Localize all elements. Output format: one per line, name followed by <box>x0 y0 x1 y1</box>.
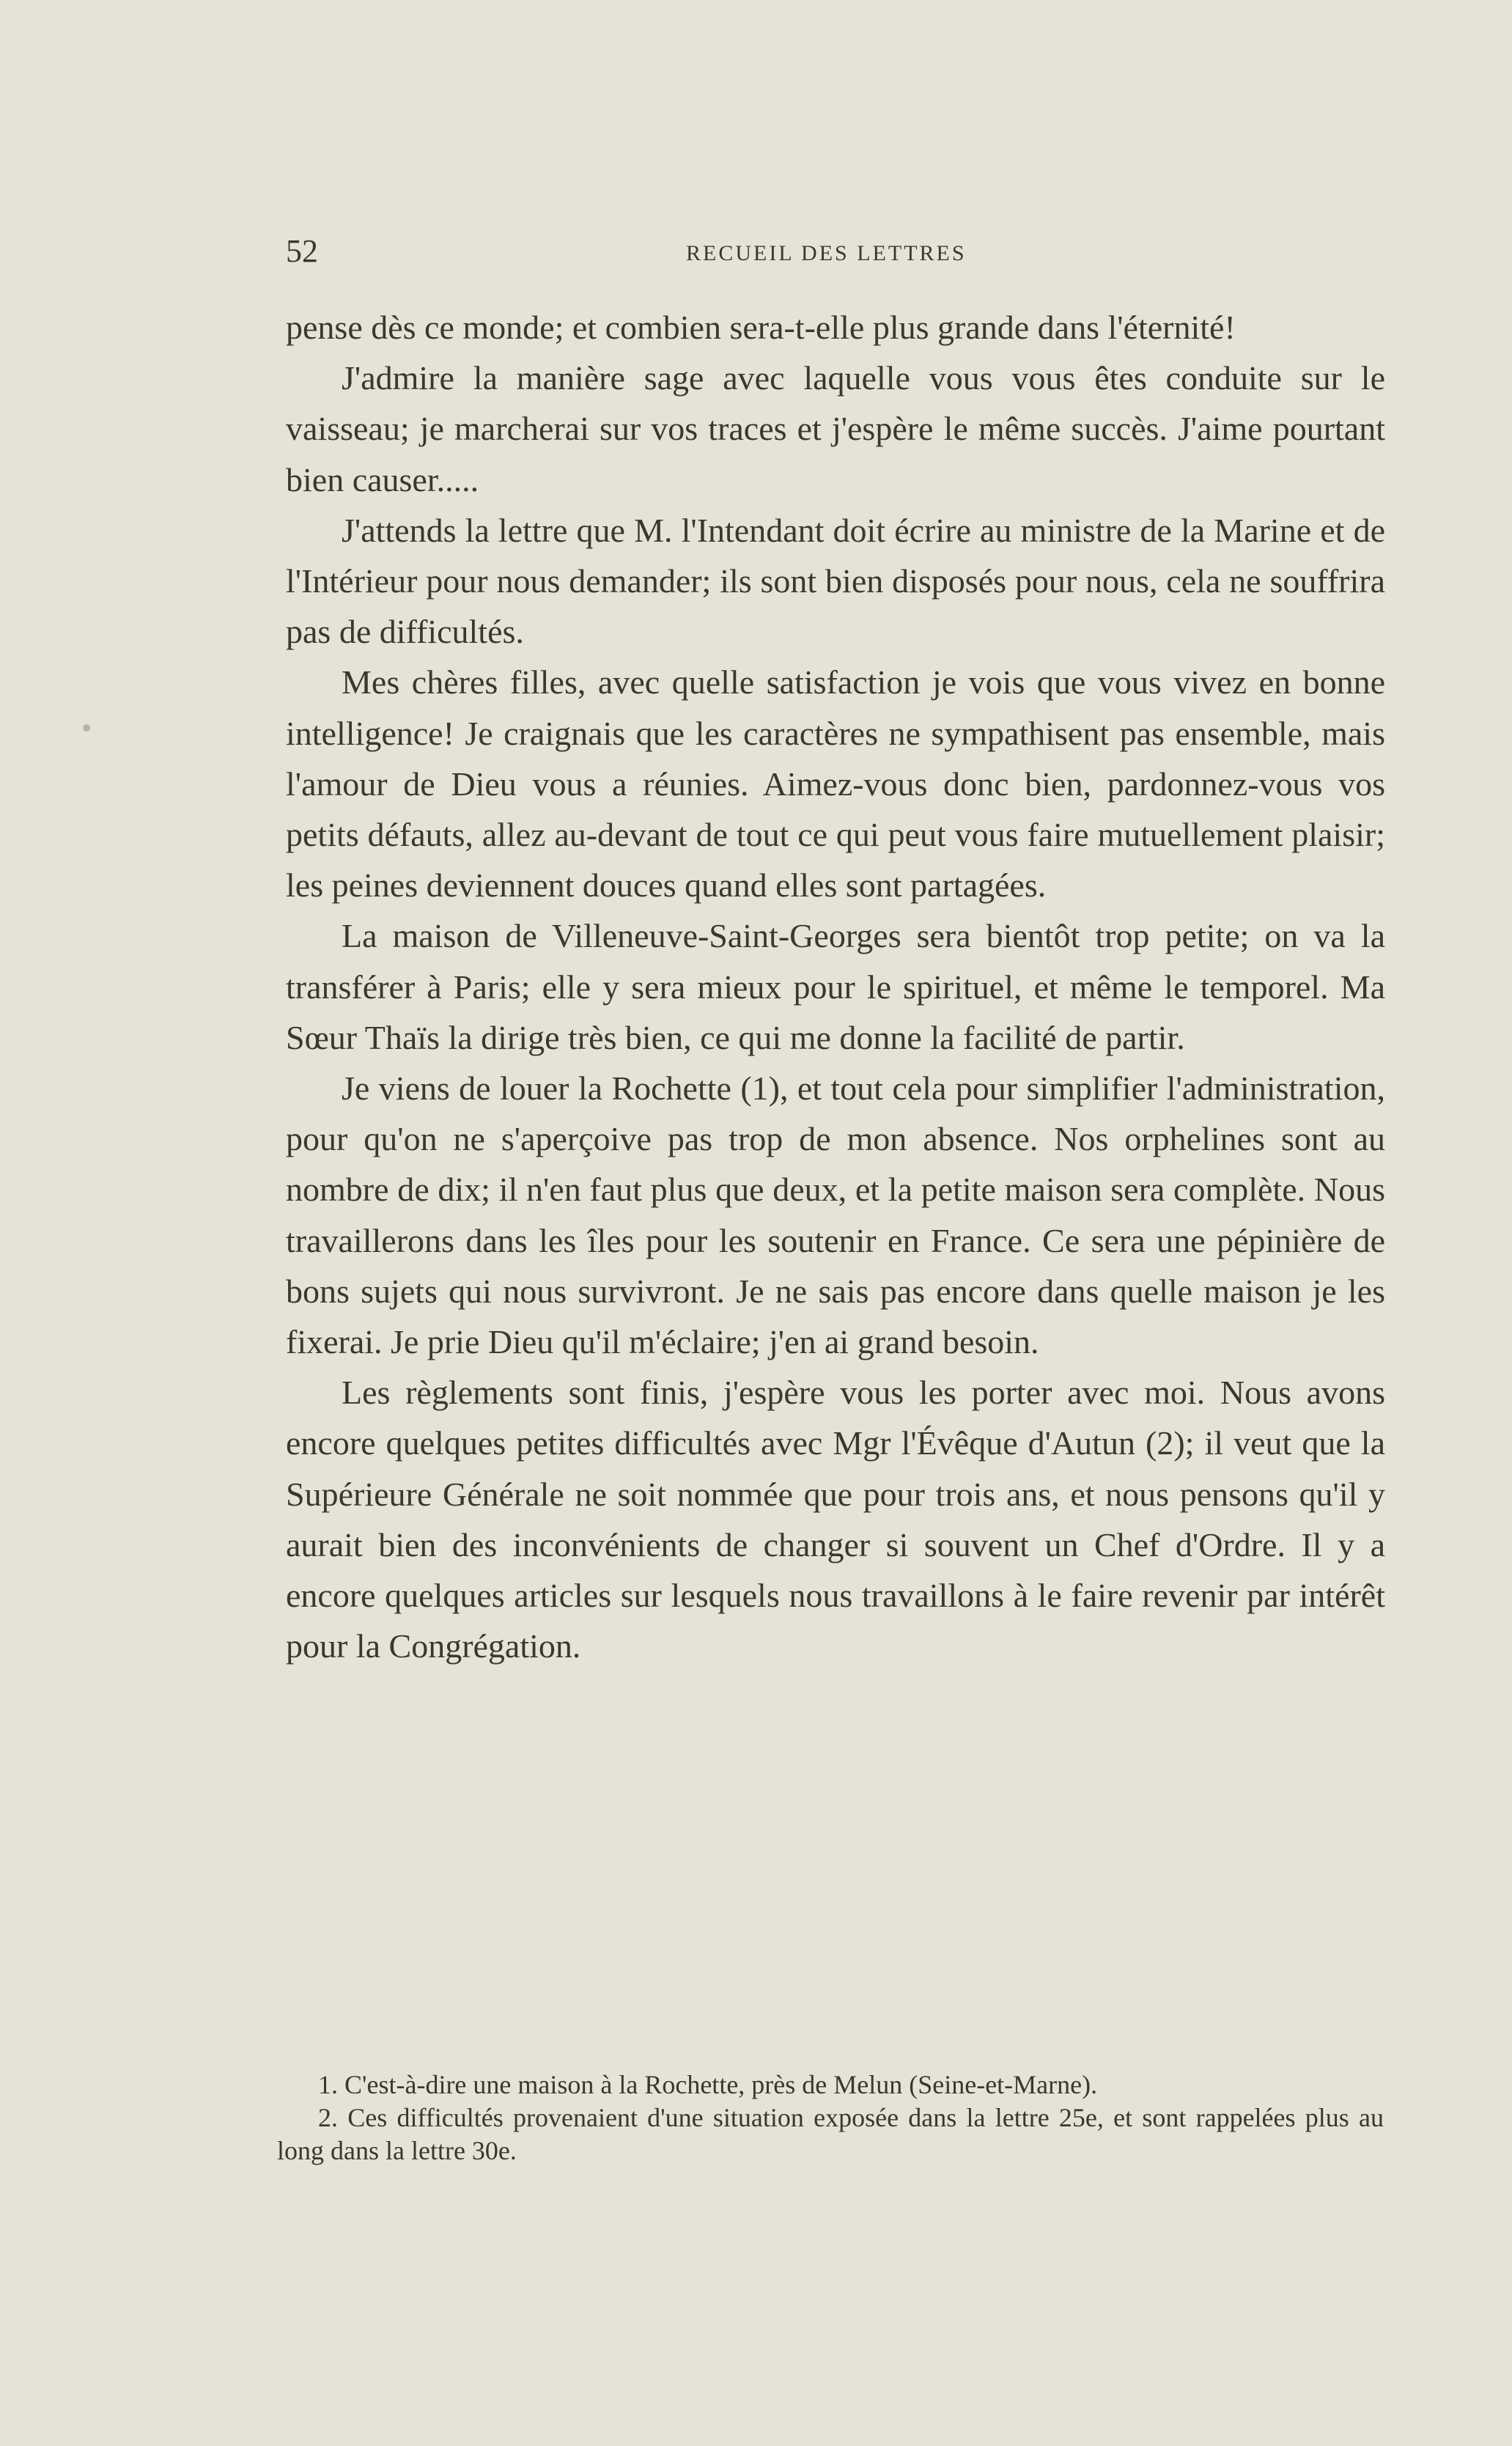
paragraph: Les règlements sont finis, j'espère vous les porter avec moi. Nous avons encore quelques petites difficultés avec Mgr l'Évêque d'Autun (2); il veut que la Supérieure Générale ne soit nommée que pour trois ans, et nous pensons qu'il y aurait bien des inconvénients de changer si souvent un Chef d'Ordre. Il y a encore quelques articles sur lesquels nous travaillons à le faire revenir par intérêt pour la Congrégation. <box>286 1374 1385 1665</box>
page-header <box>286 233 995 270</box>
paragraph: Je viens de louer la Rochette (1), et tout cela pour simplifier l'administration, pour qu'on ne s'aperçoive pas trop de mon absence. Nos orphelines sont au nombre de dix; il n'en faut plus que deux, et la petite maison sera complète. Nous travaillerons dans les îles pour les soutenir en France. Ce sera une pépinière de bons sujets qui nous survivront. Je ne sais pas encore dans quelle maison je les fixerai. Je prie Dieu qu'il m'éclaire; j'en ai grand besoin. <box>286 1069 1385 1361</box>
paragraph: Mes chères filles, avec quelle satisfaction je vois que vous vivez en bonne intelligence! Je craignais que les caractères ne sympathisent pas ensemble, mais l'amour de Dieu vous a réunies. Aimez-vous donc bien, pardonnez-vous vos petits défauts, allez au-devant de tout ce qui peut vous faire mutuellement plaisir; les peines deviennent douces quand elles sont partagées. <box>286 663 1385 905</box>
footnotes <box>277 2069 1384 2167</box>
paragraph: La maison de Villeneuve-Saint-Georges sera bientôt trop petite; on va la transférer à Paris; elle y sera mieux pour le spirituel, et même le temporel. Ma Sœur Thaïs la dirige très bien, ce qui me donne la facilité de partir. <box>286 917 1385 1056</box>
running-title: RECUEIL DES LETTRES <box>686 241 967 265</box>
paragraph: J'admire la manière sage avec laquelle vous vous êtes conduite sur le vaisseau; je marcherai sur vos traces et j'espère le même succès. J'aime pourtant bien causer..... <box>286 359 1385 498</box>
paragraph: pense dès ce monde; et combien sera-t-elle plus grande dans l'éternité! <box>286 309 1236 346</box>
letter-body <box>286 302 1385 1671</box>
paper-speck <box>83 724 90 732</box>
page-number: 52 <box>286 233 318 269</box>
paragraph: J'attends la lettre que M. l'Intendant doit écrire au ministre de la Marine et de l'Intérieur pour nous demander; ils sont bien disposés pour nous, cela ne souffrira pas de difficultés. <box>286 511 1385 651</box>
footnote: 2. Ces difficultés provenaient d'une situation exposée dans la lettre 25e, et sont rappelées plus au long dans la lettre 30e. <box>277 2103 1384 2165</box>
footnote: 1. C'est-à-dire une maison à la Rochette, près de Melun (Seine-et-Marne). <box>318 2070 1098 2099</box>
